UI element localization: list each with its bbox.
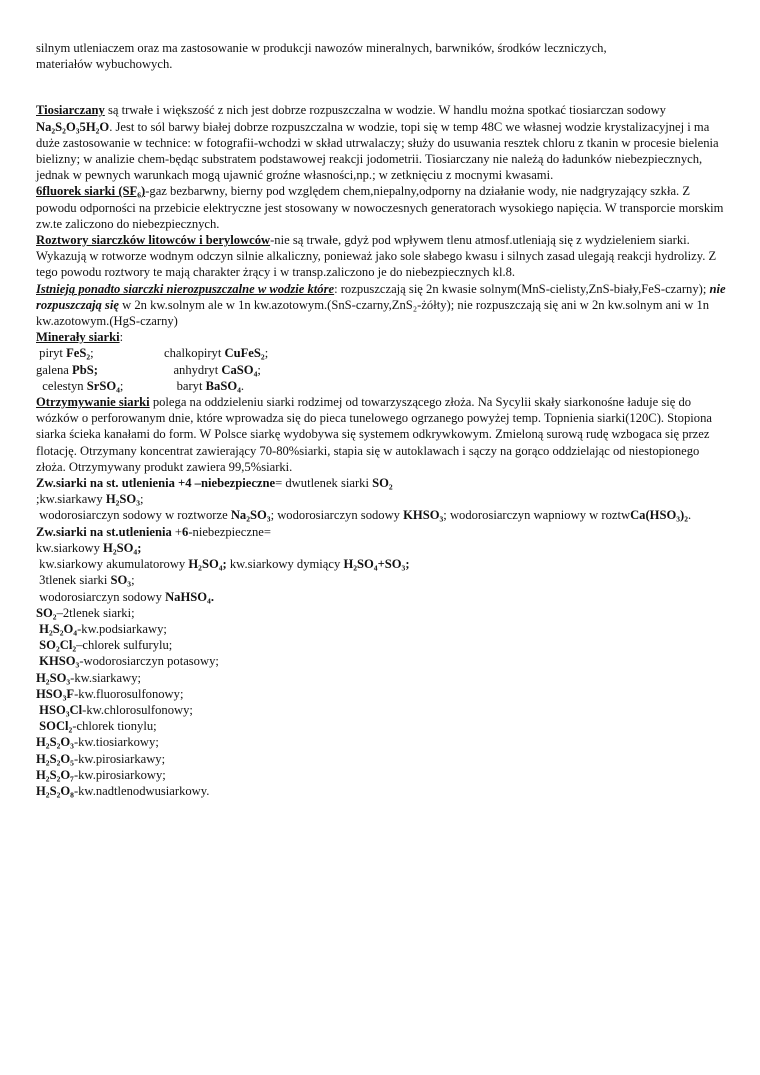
otrzymywanie-heading: Otrzymywanie siarki — [36, 395, 150, 410]
roztwory-heading: Roztwory siarczków litowców i berylowców — [36, 233, 271, 248]
list-item: H₂S₂O₇-kw.pirosiarkowy; — [36, 767, 166, 782]
sf6-paragraph: 6fluorek siarki (SF₆)-gaz bezbarwny, bierny pod względem chem,niepalny,odporny na działanie wody, nie nadgryzający szkła. Z powodu odporności na przebicie elektryczne jest stosowany w nowoczesnych generatorach wysokiego napięcia. W transporcie morskim zw.te zaliczono do niebezpiecznych. — [36, 184, 724, 231]
sodium-thiosulfate-formula: Na₂S₂O₃5H₂O — [36, 119, 110, 134]
list-item: HSO₃F-kw.fluorosulfonowy; — [36, 686, 184, 701]
mineral-row: celestyn SrSO₄; baryt BaSO₄. — [36, 378, 245, 393]
zw4-heading-line: Zw.siarki na st. utlenienia +4 –niebezpieczne= dwutlenek siarki SO₂ — [36, 476, 393, 491]
paragraph-gap — [36, 72, 726, 102]
list-item: H₂SO₃-kw.siarkawy; — [36, 670, 142, 685]
tiosiarczany-heading: Tiosiarczany — [36, 103, 105, 118]
zw4-heading: Zw.siarki na st. utlenienia +4 –niebezpieczne — [36, 476, 276, 491]
list-item: HSO₃Cl-kw.chlorosulfonowy; — [39, 702, 193, 717]
zw4-line: ;kw.siarkawy H₂SO₃; — [36, 492, 144, 507]
zw6-line: kw.siarkowy H₂SO₄; — [36, 540, 142, 555]
zw6-heading: Zw.siarki na st.utlenienia — [36, 524, 172, 539]
mineral-row: galena PbS; anhydryt CaSO₄; — [36, 362, 261, 377]
document-page — [36, 40, 726, 799]
list-item: SO₂Cl₂–chlorek sulfurylu; — [39, 638, 173, 653]
mineraly-heading-line: Minerały siarki: — [36, 330, 124, 345]
tiosiarczany-paragraph: Tiosiarczany są trwałe i większość z nich jest dobrze rozpuszczalna w wodzie. W handlu można spotkać tiosiarczan sodowy Na₂S₂O₃5H₂O. Jest to sól barwy białej dobrze rozpuszczalna w wodzie, topi się w temp 48C we własnej wodzie krystalizacyjnej i ma duże zastosowanie w technice: w fotografii-wchodzi w skład utrwalaczy; służy do usuwania resztek chloru z tkanin w procesie bielenia bielizny; w analizie chem-będąc substratem podstawowej reakcji jodometrii. Tiosiarczany nie należą do ładunków niebezpiecznych, jednak w pewnych warunkach mogą ujawnić groźne własności,np.; w zetknięciu z mocnymi kwasami. — [36, 103, 719, 183]
zw6-line: kw.siarkowy akumulatorowy H₂SO₄; kw.siarkowy dymiący H₂SO₄+SO₃; — [36, 557, 410, 572]
intro-paragraph: silnym utleniaczem oraz ma zastosowanie w produkcji nawozów mineralnych, barwników, środków leczniczych, materiałów wybuchowych. — [36, 41, 607, 72]
list-item: H₂S₂O₈-kw.nadtlenodwusiarkowy. — [36, 783, 210, 798]
otrzymywanie-paragraph: Otrzymywanie siarki polega na oddzieleniu siarki rodzimej od towarzyszącego złoża. Na Sycylii skały siarkonośne ładuje się do wózków o perforowanym dnie, które wprowadza się do pieca tunelowego ogrzanego powyżej temp. Topnienia siarki(120C). Stopiona siarka ścieka kanałami do form. W Polsce siarkę wydobywa się systemem odkrywkowym. Zmieloną surową rudę wzbogaca się przez flotację. Otrzymany koncentrat zawierający 70-80%siarki, stapia się w autoklawach i sączy na gorąco oddzielając od niestopionego złoża. Otrzymywany produkt zawiera 99,5%siarki. — [36, 395, 712, 474]
mineraly-heading: Minerały siarki — [36, 330, 120, 345]
list-item: H₂S₂O₅-kw.pirosiarkawy; — [36, 751, 166, 766]
istnieja-paragraph: Istnieją ponadto siarczki nierozpuszczalne w wodzie które: rozpuszczają się 2n kwasie solnym(MnS-cielisty,ZnS-biały,FeS-czarny); nie rozpuszczają się w 2n kw.solnym ale w 1n kw.azotowym.(SnS-czarny,ZnS₂-żółty); nie rozpuszczają się ani w 2n kw.solnym ani w 1n kw.azotowym.(HgS-czarny) — [36, 281, 726, 329]
zw6-line: wodorosiarczyn sodowy NaHSO₄. — [36, 589, 214, 604]
zw6-line: 3tlenek siarki SO₃; — [36, 573, 135, 588]
list-item: SOCl₂-chlorek tionylu; — [39, 719, 157, 734]
list-item: H₂S₂O₃-kw.tiosiarkowy; — [36, 735, 159, 750]
compound-list — [36, 605, 726, 799]
istnieja-heading: Istnieją ponadto siarczki nierozpuszczalne w wodzie które — [36, 281, 335, 296]
list-item: KHSO₃-wodorosiarczyn potasowy; — [39, 654, 219, 669]
mineral-row: piryt FeS₂; chalkopiryt CuFeS₂; — [36, 346, 269, 361]
list-item: SO₂–2tlenek siarki; — [36, 605, 135, 620]
zw6-heading-line: Zw.siarki na st.utlenienia +6-niebezpieczne= — [36, 524, 271, 539]
roztwory-paragraph: Roztwory siarczków litowców i berylowców-nie są trwałe, gdyż pod wpływem tlenu atmosf.utleniają się z wydzieleniem siarki. Wykazują w rotworze wodnym odczyn silnie alkaliczny, ponieważ jako sole słabego kwasu i silnych zasad ulegają reakcji hydrolizy. Z tego powodu roztwory te mają charakter żrący i w transp.zaliczono je do niebezpiecznych kl.8. — [36, 233, 717, 280]
list-item: H₂S₂O₄-kw.podsiarkawy; — [39, 621, 167, 636]
sf6-heading: 6fluorek siarki (SF₆) — [36, 184, 146, 199]
zw4-line: wodorosiarczyn sodowy w roztworze Na₂SO₃; wodorosiarczyn sodowy KHSO₃; wodorosiarczyn wapniowy w roztwCa(HSO₃)₂. — [36, 508, 692, 523]
